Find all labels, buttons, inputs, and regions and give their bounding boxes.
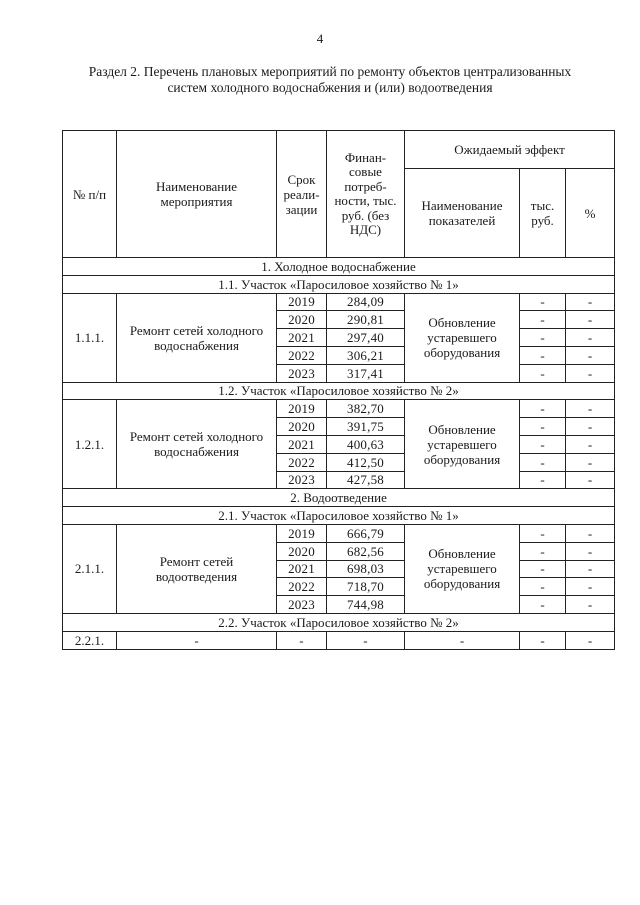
section-row [63,258,615,276]
finance-cell: 400,63 [327,435,405,453]
year-cell: 2022 [277,578,327,596]
header-indicator: Наименование показателей [405,169,520,258]
effect-rub-cell: - [520,400,566,418]
finance-cell: 682,56 [327,542,405,560]
year-cell: 2023 [277,471,327,489]
effect-pct-cell: - [566,329,615,347]
finance-cell: 317,41 [327,364,405,382]
effect-pct-cell: - [566,400,615,418]
year-cell: 2020 [277,311,327,329]
effect-rub-cell: - [520,471,566,489]
header-term: Срок реали-зации [277,131,327,258]
year-cell: 2020 [277,542,327,560]
header-finance: Финан-совые потреб-ности, тыс. руб. (без НДС) [327,131,405,258]
site-heading: 2.1. Участок «Паросиловое хозяйство № 1» [63,507,615,525]
site-row [63,507,615,525]
finance-cell: 391,75 [327,418,405,436]
finance-cell: 698,03 [327,560,405,578]
item-name: - [117,631,277,649]
year-cell: - [277,631,327,649]
header-effect: Ожидаемый эффект [405,131,615,169]
effect-pct-cell: - [566,418,615,436]
effect-rub-cell: - [520,346,566,364]
effect-rub-cell: - [520,293,566,311]
section-heading: 1. Холодное водоснабжение [63,258,615,276]
site-row [63,275,615,293]
page-number: 4 [316,31,324,46]
year-cell: 2019 [277,400,327,418]
year-cell: 2023 [277,596,327,614]
year-cell: 2021 [277,560,327,578]
header-rub: тыс. руб. [520,169,566,258]
table-row [63,293,615,311]
site-heading: 1.2. Участок «Паросиловое хозяйство № 2» [63,382,615,400]
finance-cell: 718,70 [327,578,405,596]
effect-rub-cell: - [520,364,566,382]
plan-table [62,130,615,650]
effect-rub-cell: - [520,542,566,560]
effect-rub-cell: - [520,596,566,614]
finance-cell: 306,21 [327,346,405,364]
effect-pct-cell: - [566,293,615,311]
item-number: 1.1.1. [63,293,117,382]
year-cell: 2021 [277,329,327,347]
section-row [63,489,615,507]
year-cell: 2019 [277,293,327,311]
table-row [63,524,615,542]
year-cell: 2020 [277,418,327,436]
finance-cell: 744,98 [327,596,405,614]
year-cell: 2022 [277,346,327,364]
effect-rub-cell: - [520,453,566,471]
effect-pct-cell: - [566,524,615,542]
effect-indicator: - [405,631,520,649]
effect-rub-cell: - [520,435,566,453]
finance-cell: 284,09 [327,293,405,311]
finance-cell: - [327,631,405,649]
finance-cell: 290,81 [327,311,405,329]
item-name: Ремонт сетей холодного водоснабжения [117,400,277,489]
effect-rub-cell: - [520,329,566,347]
effect-pct-cell: - [566,542,615,560]
effect-indicator: Обновление устаревшего оборудования [405,400,520,489]
effect-pct-cell: - [566,578,615,596]
year-cell: 2021 [277,435,327,453]
header-name: Наименование мероприятия [117,131,277,258]
site-row [63,382,615,400]
table-row [63,400,615,418]
effect-pct-cell: - [566,596,615,614]
effect-pct-cell: - [566,453,615,471]
finance-cell: 666,79 [327,524,405,542]
table-row [63,631,615,649]
effect-pct-cell: - [566,560,615,578]
effect-rub-cell: - [520,418,566,436]
site-row [63,613,615,631]
item-number: 2.2.1. [63,631,117,649]
effect-rub-cell: - [520,578,566,596]
section-heading: 2. Водоотведение [63,489,615,507]
effect-pct-cell: - [566,311,615,329]
section-title: Раздел 2. Перечень плановых мероприятий по ремонту объектов централизованных систем холодного водоснабжения и (или) водоотведения [88,64,572,95]
finance-cell: 382,70 [327,400,405,418]
effect-rub-cell: - [520,524,566,542]
item-number: 2.1.1. [63,524,117,613]
effect-pct-cell: - [566,435,615,453]
effect-rub-cell: - [520,631,566,649]
year-cell: 2019 [277,524,327,542]
item-number: 1.2.1. [63,400,117,489]
site-heading: 2.2. Участок «Паросиловое хозяйство № 2» [63,613,615,631]
year-cell: 2022 [277,453,327,471]
effect-pct-cell: - [566,346,615,364]
header-num: № п/п [63,131,117,258]
effect-pct-cell: - [566,471,615,489]
finance-cell: 412,50 [327,453,405,471]
finance-cell: 297,40 [327,329,405,347]
effect-pct-cell: - [566,364,615,382]
header-pct: % [566,169,615,258]
effect-indicator: Обновление устаревшего оборудования [405,524,520,613]
effect-indicator: Обновление устаревшего оборудования [405,293,520,382]
effect-pct-cell: - [566,631,615,649]
site-heading: 1.1. Участок «Паросиловое хозяйство № 1» [63,275,615,293]
effect-rub-cell: - [520,311,566,329]
effect-rub-cell: - [520,560,566,578]
year-cell: 2023 [277,364,327,382]
item-name: Ремонт сетей холодного водоснабжения [117,293,277,382]
finance-cell: 427,58 [327,471,405,489]
item-name: Ремонт сетей водоотведения [117,524,277,613]
